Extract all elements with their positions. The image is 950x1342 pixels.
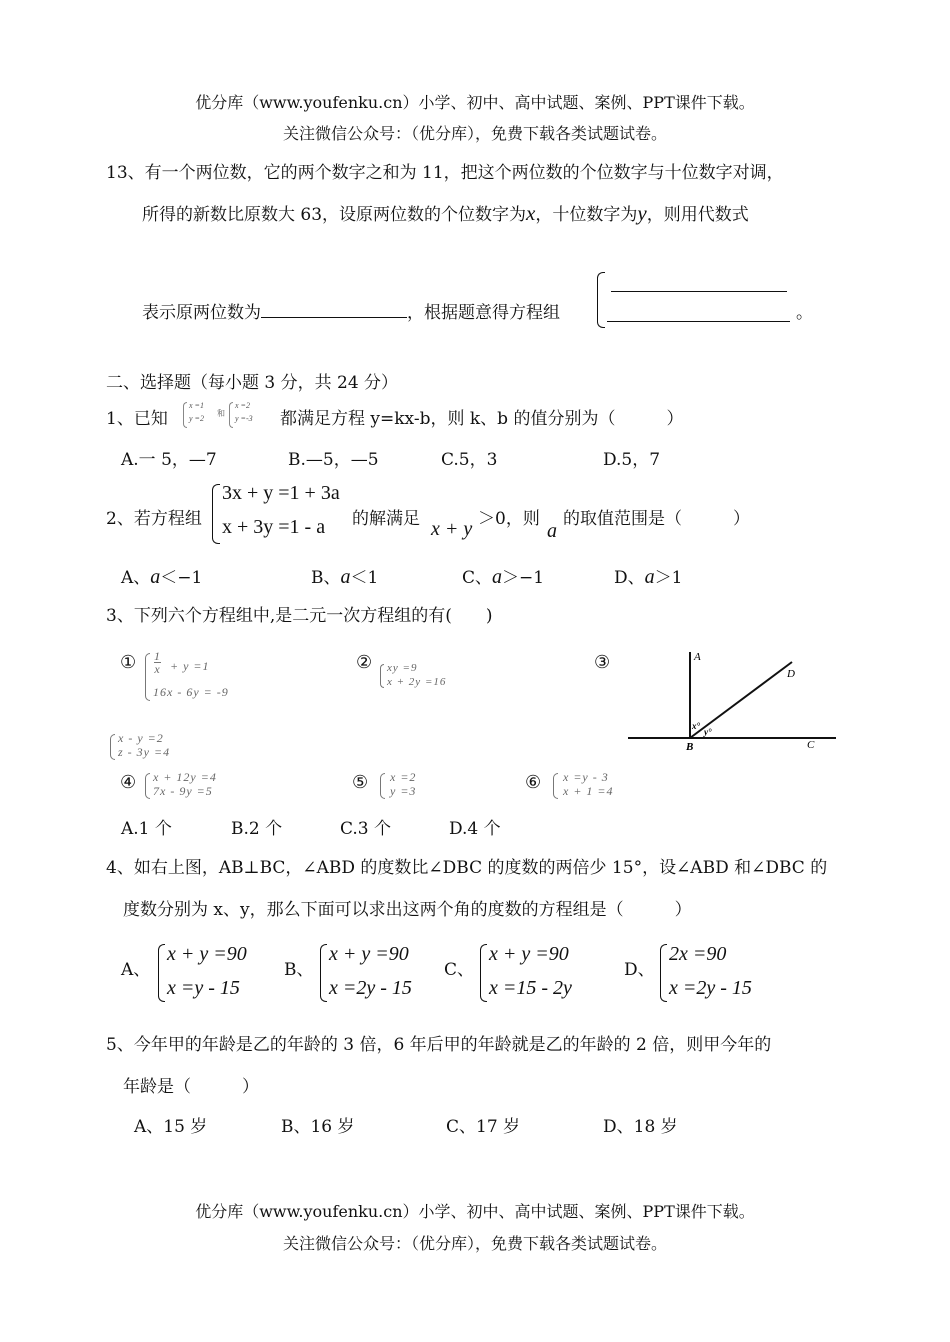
header-line-1: 优分库（www.youfenku.cn）小学、初中、高中试题、案例、PPT课件下载。 — [195, 93, 755, 112]
q5-line-1: 5、今年甲的年龄是乙的年龄的 3 倍，6 年后甲的年龄就是乙的年龄的 2 倍，则甲今年的 — [106, 1035, 772, 1055]
q3-mark-5: ⑤ — [352, 772, 369, 793]
header-line-2: 关注微信公众号：（优分库），免费下载各类试题试卷。 — [282, 124, 667, 143]
q2-equation-2: x + 3y =1 - a — [222, 516, 326, 538]
answer-blank-equation-1 — [611, 273, 787, 292]
q5-option-d[interactable]: D、18 岁 — [603, 1117, 678, 1137]
footer-line-2: 关注微信公众号：（优分库），免费下载各类试题试卷。 — [282, 1234, 667, 1253]
angle-figure — [626, 646, 840, 756]
q3-s3-eq2: z - 3y =4 — [118, 745, 171, 759]
q4-option-a-eq1[interactable]: x + y =90 — [167, 943, 247, 965]
brace-icon — [553, 773, 558, 799]
q4-option-b-eq2[interactable]: x =2y - 15 — [329, 977, 412, 999]
q2-expression: x + y — [431, 518, 473, 540]
q13-line-1: 13、有一个两位数，它的两个数字之和为 11，把这个两位数的个位数字与十位数字对调， — [106, 163, 784, 183]
q3-option-d[interactable]: D.4 个 — [449, 819, 501, 839]
q4-option-d-eq2[interactable]: x =2y - 15 — [669, 977, 752, 999]
q3-s1-eq1: + y =1 — [170, 659, 210, 673]
q4-option-d-eq1[interactable]: 2x =90 — [669, 943, 727, 965]
q3-s5-eq1: x =2 — [390, 770, 417, 784]
q4-line-2: 度数分别为 x、y，那么下面可以求出这两个角的度数的方程组是（ ） — [123, 900, 692, 920]
brace-icon — [480, 944, 487, 1002]
q3-mark-2: ② — [356, 652, 373, 673]
brace-icon — [380, 664, 384, 688]
label-b: B — [686, 741, 694, 753]
q4-option-a-eq2[interactable]: x =y - 15 — [167, 977, 240, 999]
q3-s1-eq2: 16x - 6y = -9 — [153, 685, 229, 699]
brace-icon — [212, 484, 220, 544]
q4-option-a-label[interactable]: A、 — [121, 960, 151, 980]
q4-option-c-eq1[interactable]: x + y =90 — [489, 943, 569, 965]
q1-systems: x =1 y =2 和 x =2 y =-3 — [183, 400, 283, 430]
q1-option-c[interactable]: C.5，3 — [441, 450, 498, 470]
q1-stem-b: 都满足方程 y=kx-b，则 k、b 的值分别为（ ） — [280, 409, 684, 429]
q1-option-d[interactable]: D.5，7 — [603, 450, 661, 470]
q3-option-b[interactable]: B.2 个 — [231, 819, 283, 839]
q4-line-1: 4、如右上图，AB⊥BC，∠ABD 的度数比∠DBC 的度数的两倍少 15°，设∠ABD 和∠DBC 的 — [106, 858, 828, 878]
answer-blank-number — [261, 317, 407, 318]
q5-option-a[interactable]: A、15 岁 — [134, 1117, 208, 1137]
q4-option-b-eq1[interactable]: x + y =90 — [329, 943, 409, 965]
q4-option-d-label[interactable]: D、 — [624, 960, 655, 980]
q3-option-c[interactable]: C.3 个 — [340, 819, 392, 839]
q2-equation-1: 3x + y =1 + 3a — [222, 482, 340, 504]
q3-mark-6: ⑥ — [525, 772, 542, 793]
q1-stem-a: 1、已知 — [106, 409, 168, 429]
q3-s6-eq2: x + 1 =4 — [563, 784, 614, 798]
brace-icon — [660, 944, 667, 1002]
q3-s3-eq1: x - y =2 — [118, 731, 164, 745]
section-title: 二、选择题（每小题 3 分，共 24 分） — [106, 373, 399, 393]
brace-icon — [145, 653, 150, 701]
q2-stem-c: ＞0，则 — [478, 509, 540, 529]
q5-line-2: 年龄是（ ） — [123, 1077, 259, 1097]
q2-option-a[interactable]: A、a＜−1 — [121, 566, 203, 588]
q4-option-c-eq2[interactable]: x =15 - 2y — [489, 977, 572, 999]
q2-option-d[interactable]: D、a＞1 — [614, 566, 683, 588]
q13-line-3: 表示原两位数为 ，根据题意得方程组 — [142, 303, 560, 323]
q3-s4-eq1: x + 12y =4 — [153, 770, 217, 784]
q3-s6-eq1: x =y - 3 — [563, 770, 609, 784]
label-y-angle: y° — [704, 727, 712, 737]
q2-stem-b: 的解满足 — [352, 509, 420, 529]
brace-icon — [380, 773, 385, 799]
label-d: D — [787, 668, 795, 680]
q1-option-b[interactable]: B.—5，—5 — [288, 450, 379, 470]
brace-icon — [110, 734, 115, 760]
brace-icon — [158, 944, 165, 1002]
q4-option-c-label[interactable]: C、 — [444, 960, 475, 980]
q2-stem-d: 的取值范围是（ ） — [563, 509, 750, 529]
q3-s2-eq2: x + 2y =16 — [387, 676, 447, 688]
label-x-angle: x° — [692, 721, 701, 731]
q3-mark-4: ④ — [120, 772, 137, 793]
q13-line-2: 所得的新数比原数大 63，设原两位数的个位数字为x，十位数字为y，则用代数式 — [142, 201, 749, 225]
brace-icon — [320, 944, 327, 1002]
q3-stem: 3、下列六个方程组中,是二元一次方程组的有( ) — [106, 606, 493, 626]
label-a: A — [694, 651, 701, 663]
q2-option-b[interactable]: B、a＜1 — [311, 566, 379, 588]
answer-blank-equation-2 — [607, 303, 790, 322]
footer-line-1: 优分库（www.youfenku.cn）小学、初中、高中试题、案例、PPT课件下载。 — [195, 1202, 755, 1221]
var-y: y — [637, 201, 647, 225]
label-c: C — [807, 739, 815, 751]
q4-option-b-label[interactable]: B、 — [284, 960, 314, 980]
q3-s2-eq1: xy =9 — [387, 662, 418, 674]
q3-s1-fraction: 1 x — [154, 649, 161, 676]
q13-period: 。 — [796, 303, 813, 323]
var-x: x — [526, 201, 536, 225]
q2-option-c[interactable]: C、a＞−1 — [462, 566, 545, 588]
q3-s5-eq2: y =3 — [390, 784, 417, 798]
q3-mark-1: ① — [120, 652, 137, 673]
q3-mark-3: ③ — [594, 652, 611, 673]
q1-option-a[interactable]: A.一 5，—7 — [121, 450, 217, 470]
q3-option-a[interactable]: A.1 个 — [121, 819, 172, 839]
q2-var-a: a — [547, 520, 557, 542]
brace-icon — [145, 773, 150, 799]
brace-icon — [597, 272, 605, 328]
q5-option-c[interactable]: C、17 岁 — [446, 1117, 521, 1137]
q3-s4-eq2: 7x - 9y =5 — [153, 784, 213, 798]
q2-stem-a: 2、若方程组 — [106, 509, 202, 529]
q5-option-b[interactable]: B、16 岁 — [281, 1117, 355, 1137]
